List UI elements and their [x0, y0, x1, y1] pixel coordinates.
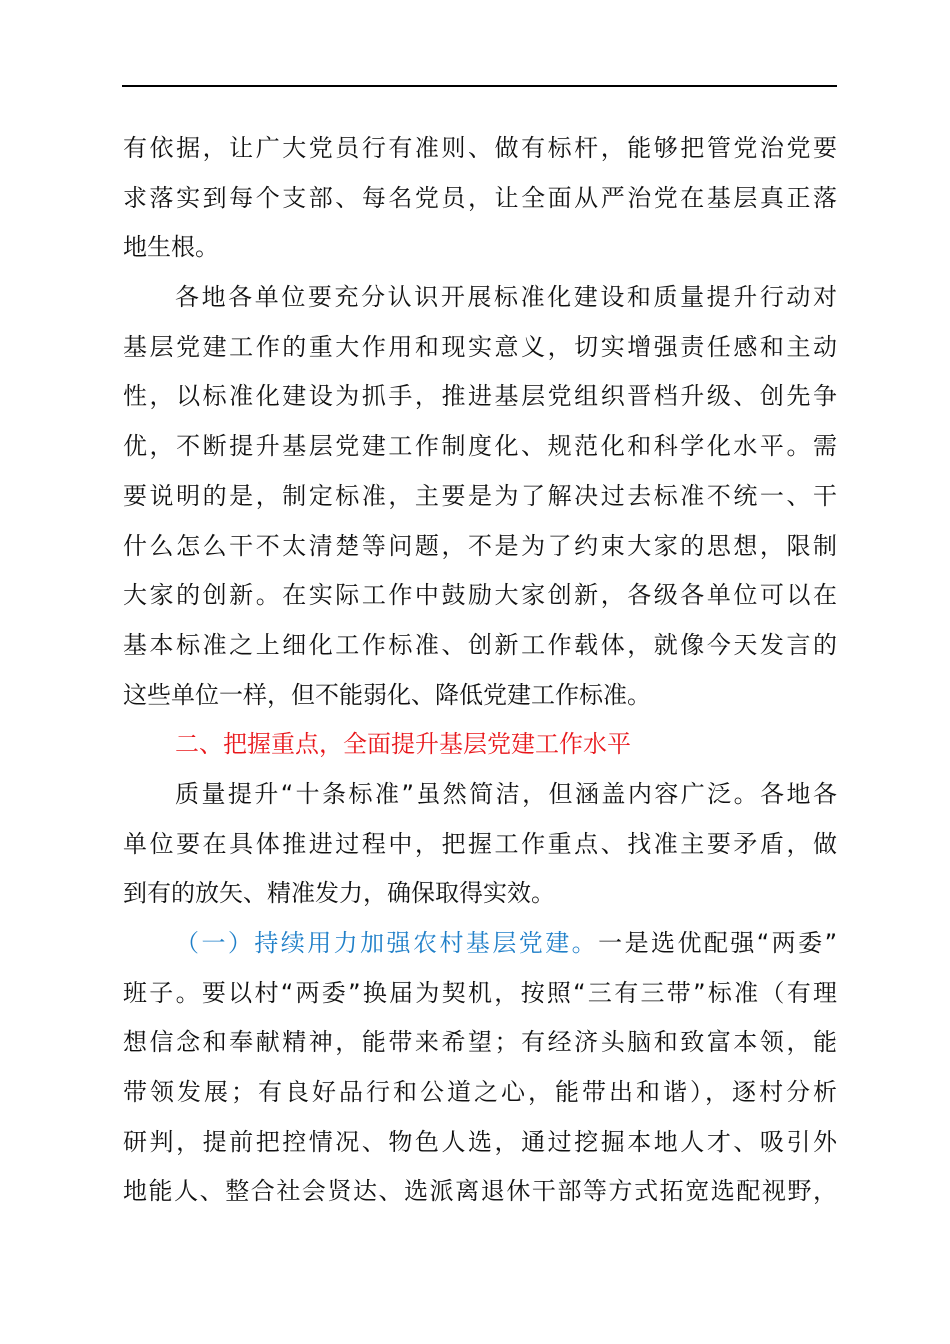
text-segment: 各地各单位要充分认识开展标准化建设和质量提升行动对 — [175, 283, 837, 312]
text-segment: 地生根。 — [123, 233, 219, 262]
text-line — [123, 522, 837, 572]
text-line — [123, 273, 837, 323]
text-segment: 大家的创新。在实际工作中鼓励大家创新，各级各单位可以在 — [123, 581, 837, 610]
text-line — [123, 1167, 837, 1217]
text-segment: 要说明的是，制定标准，主要是为了解决过去标准不统一、干 — [123, 481, 837, 510]
text-segment: 有依据，让广大党员行有准则、做有标杆，能够把管党治党要 — [123, 134, 837, 162]
text-segment: 质量提升“十条标准”虽然简洁，但涵盖内容广泛。各地各 — [175, 779, 837, 808]
header-rule — [122, 85, 837, 87]
document-body — [123, 124, 837, 1217]
text-line — [123, 422, 837, 472]
text-segment: 基本标准之上细化工作标准、创新工作载体，就像今天发言的 — [123, 630, 837, 659]
text-line — [123, 869, 837, 919]
text-line — [123, 323, 837, 373]
text-segment: 带领发展；有良好品行和公道之心，能带出和谐），逐村分析 — [123, 1078, 837, 1107]
text-line — [123, 969, 837, 1019]
text-segment: 性，以标准化建设为抓手，推进基层党组织晋档升级、创先争 — [123, 382, 837, 411]
text-line — [123, 223, 837, 273]
text-line — [123, 720, 837, 770]
text-segment: 到有的放矢、精准发力，确保取得实效。 — [123, 879, 555, 908]
text-line — [123, 770, 837, 820]
text-line — [123, 571, 837, 621]
text-segment: 一是选优配强“两委” — [598, 929, 837, 957]
text-segment: 基层党建工作的重大作用和现实意义，切实增强责任感和主动 — [123, 332, 837, 361]
text-line — [123, 671, 837, 721]
subsection-heading: （一）持续用力加强农村基层党建。 — [175, 929, 599, 957]
text-segment: 求落实到每个支部、每名党员，让全面从严治党在基层真正落 — [123, 183, 837, 212]
text-line — [123, 1118, 837, 1168]
text-line — [123, 621, 837, 671]
text-line — [123, 1068, 837, 1118]
text-line — [123, 124, 837, 174]
text-line — [123, 1018, 837, 1068]
text-line — [123, 472, 837, 522]
text-segment: 单位要在具体推进过程中，把握工作重点、找准主要矛盾，做 — [123, 829, 837, 858]
text-segment: 这些单位一样，但不能弱化、降低党建工作标准。 — [123, 680, 651, 709]
text-segment: 优，不断提升基层党建工作制度化、规范化和科学化水平。需 — [123, 432, 837, 461]
text-line — [123, 919, 837, 969]
text-segment: 地能人、整合社会贤达、选派离退休干部等方式拓宽选配视野， — [123, 1177, 837, 1206]
text-segment: 班子。要以村“两委”换届为契机，按照“三有三带”标准（有理 — [123, 978, 837, 1007]
section-heading: 二、把握重点，全面提升基层党建工作水平 — [175, 730, 631, 759]
text-segment: 想信念和奉献精神，能带来希望；有经济头脑和致富本领，能 — [123, 1028, 837, 1057]
text-line — [123, 820, 837, 870]
text-line — [123, 174, 837, 224]
text-line — [123, 372, 837, 422]
text-segment: 研判，提前把控情况、物色人选，通过挖掘本地人才、吸引外 — [123, 1127, 837, 1156]
text-segment: 什么怎么干不太清楚等问题，不是为了约束大家的思想，限制 — [123, 531, 837, 560]
